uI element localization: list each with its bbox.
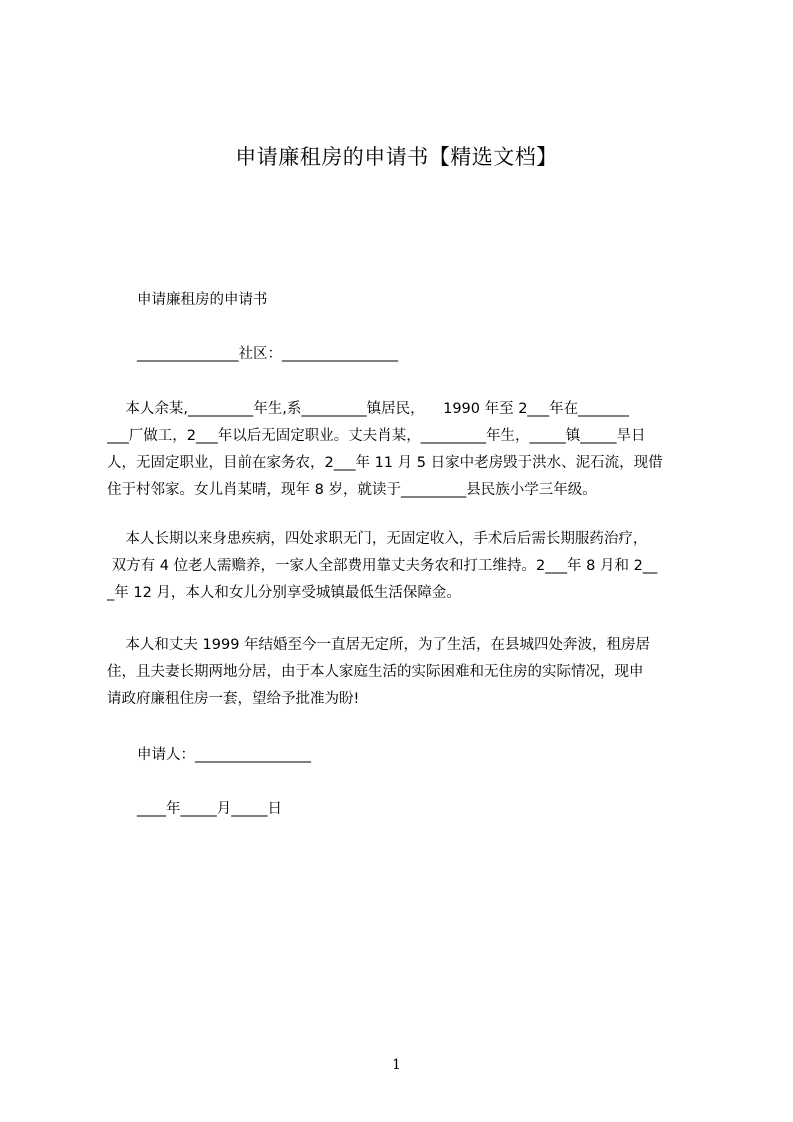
document-title: 申请廉租房的申请书【精选文档】 <box>235 145 558 169</box>
paragraph-2 <box>107 526 707 607</box>
paragraph-line: 双方有 4 位老人需赡养，一家人全部费用靠丈夫务农和打工维持。2___年 8 月和 2__ <box>107 558 658 574</box>
paragraph-1 <box>107 396 707 504</box>
paragraph-line: 本人长期以来身患疾病，四处求职无门，无固定收入，手术后后需长期服药治疗， <box>107 531 648 547</box>
paragraph-line: 住于村邻家。女儿肖某晴，现年 8 岁，就读于_________县民族小学三年级。 <box>107 482 597 498</box>
paragraph-line: _年 12 月，本人和女儿分别享受城镇最低生活保障金。 <box>107 585 461 601</box>
paragraph-line: 人，无固定职业，目前在家务农，2___年 11 月 5 日家中老房毁于洪水、泥石流，现借 <box>107 455 663 471</box>
letter-heading: 申请廉租房的申请书 <box>137 292 268 308</box>
page-number: 1 <box>392 1057 401 1073</box>
paragraph-line: 住，且夫妻长期两地分居，由于本人家庭生活的实际困难和无住房的实际情况，现申 <box>107 664 644 680</box>
paragraph-3 <box>107 632 707 713</box>
paragraph-line: ___厂做工，2___年以后无固定职业。丈夫肖某，_________年生，_____镇_____旱日 <box>107 428 646 444</box>
community-line: ______________社区：________________ <box>137 346 398 362</box>
date-line: ____年_____月_____日 <box>137 801 282 817</box>
paragraph-line: 本人余某,_________年生,系_________镇居民， 1990 年至 2___年在_______ <box>107 401 629 417</box>
paragraph-line: 本人和丈夫 1999 年结婚至今一直居无定所，为了生活，在县城四处奔波，租房居 <box>107 637 651 653</box>
paragraph-line: 请政府廉租住房一套，望给予批准为盼! <box>107 691 360 707</box>
applicant-line: 申请人：________________ <box>137 747 311 763</box>
